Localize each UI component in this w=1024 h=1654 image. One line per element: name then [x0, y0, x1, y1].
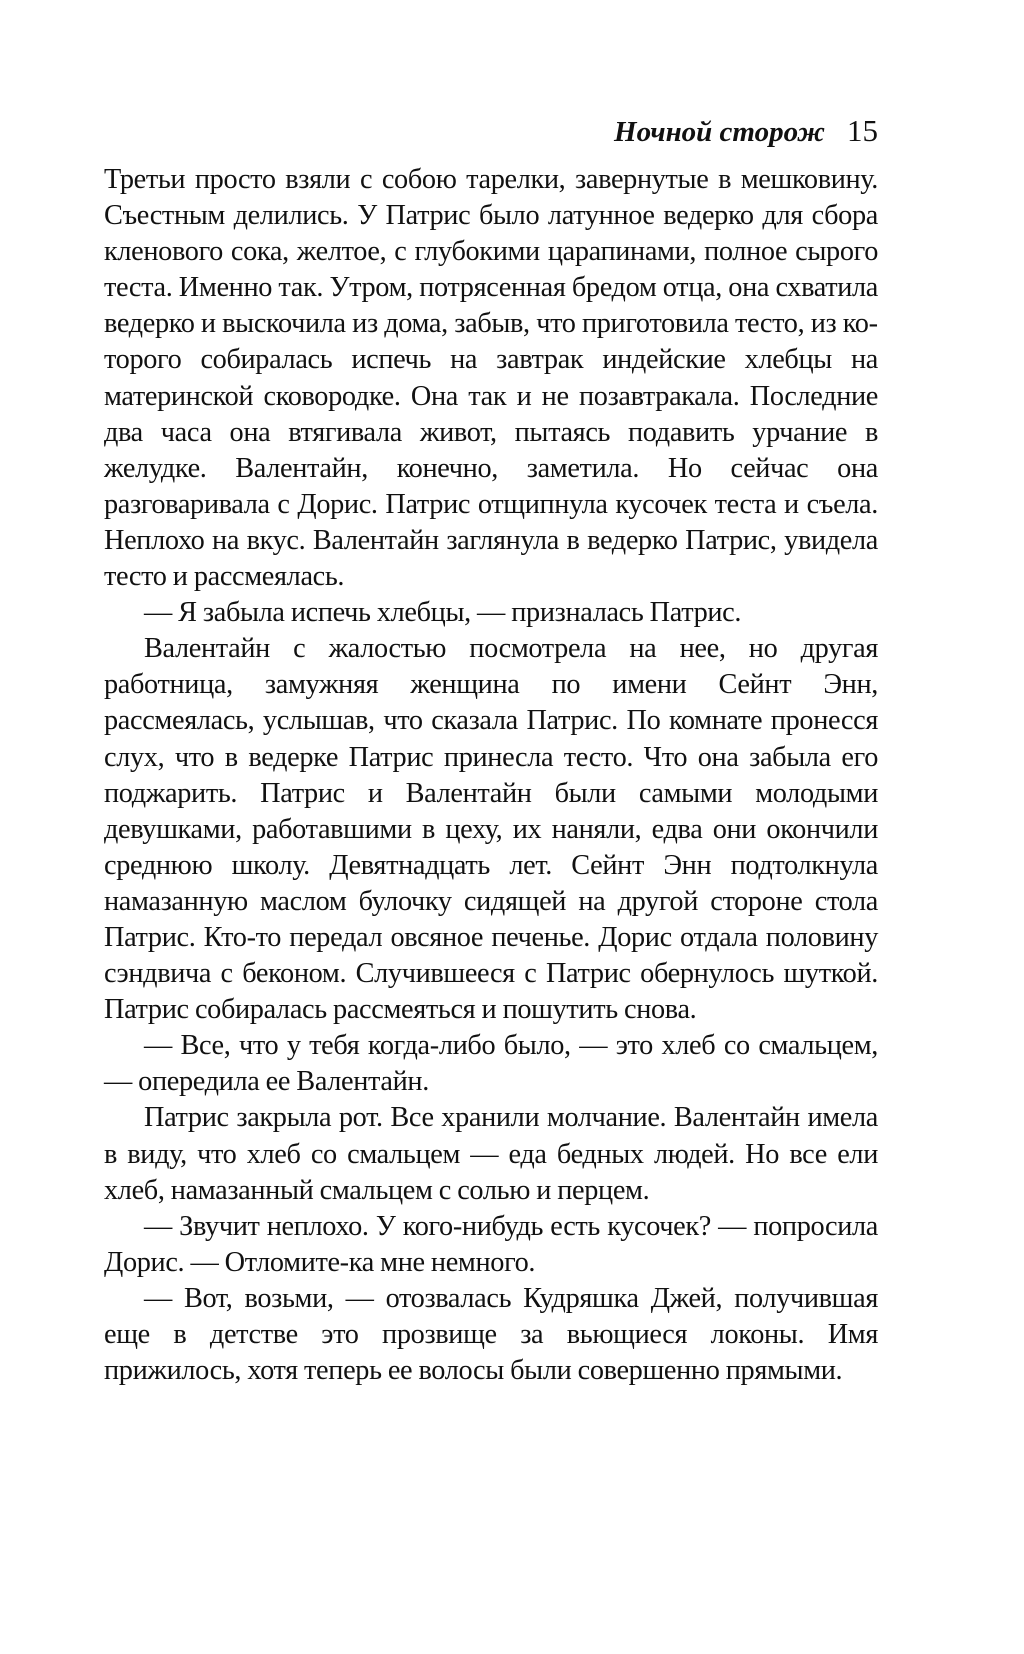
paragraph: Валентайн с жалостью посмотрела на нее, но другая работница, замужняя женщина по имени Сейнт Энн, рассмеялась, услышав, что сказала Патрис. По комнате пронесся слух, что в ведерке Патрис принесла тесто. Что она забыла его поджарить. Патрис и Валентайн были самыми молодыми девушками, работавшими в цеху, их наняли, едва они окончили среднюю школу. Девятнадцать лет. Сейнт Энн подтолкнула намазанную маслом булочку сидящей на другой стороне стола Патрис. Кто-то передал овсяное печенье. Дорис отдала половину сэндвича с беконом. Случившееся с Патрис обернулось шуткой. Патрис собиралась рассмеяться и пошутить снова. — [104, 633, 878, 1026]
paragraph: — Я забыла испечь хлебцы, — призналась Патрис. — [144, 597, 742, 629]
book-page — [104, 100, 878, 1560]
body-text — [104, 162, 878, 1389]
page-number: 15 — [847, 113, 878, 148]
paragraph: — Все, что у тебя когда-либо было, — это хлеб со смальцем, — опередила ее Валентайн. — [104, 1030, 878, 1098]
paragraph: Патрис закрыла рот. Все хранили молчание. Валентайн имела в виду, что хлеб со смальцем — еда бедных людей. Но все ели хлеб, намазанный смальцем с солью и перцем. — [104, 1102, 878, 1206]
paragraph: — Звучит неплохо. У кого-нибудь есть кусочек? — попросила Дорис. — Отломите-ка мне немного. — [104, 1210, 878, 1278]
running-head — [104, 100, 878, 162]
paragraph: — Вот, возьми, — отозвалась Кудряшка Джей, получившая еще в детстве это прозвище за вьющиеся локоны. Имя прижилось, хотя теперь ее волосы были совершенно прямыми. — [104, 1282, 878, 1387]
running-title: Ночной сторож — [614, 116, 825, 148]
paragraph: Третьи просто взяли с собою тарелки, завернутые в мешковину. Съестным делились. У Патрис было латунное ведерко для сбора кленового сока, желтое, с глубокими царапинами, полное сырого теста. Именно так. Утром, потрясенная бредом отца, она схватила ведерко и выскочила из дома, забыв, что приготовила тесто, из которого собиралась испечь на завтрак индейские хлебцы на материнской сковородке. Она так и не позавтракала. Последние два часа она втягивала живот, пытаясь подавить урчание в желудке. Валентайн, конечно, заметила. Но сейчас она разговаривала с Дорис. Патрис отщипнула кусочек теста и съела. Неплохо на вкус. Валентайн заглянула в ведерко Патрис, увидела тесто и рассмеялась. — [104, 164, 878, 593]
